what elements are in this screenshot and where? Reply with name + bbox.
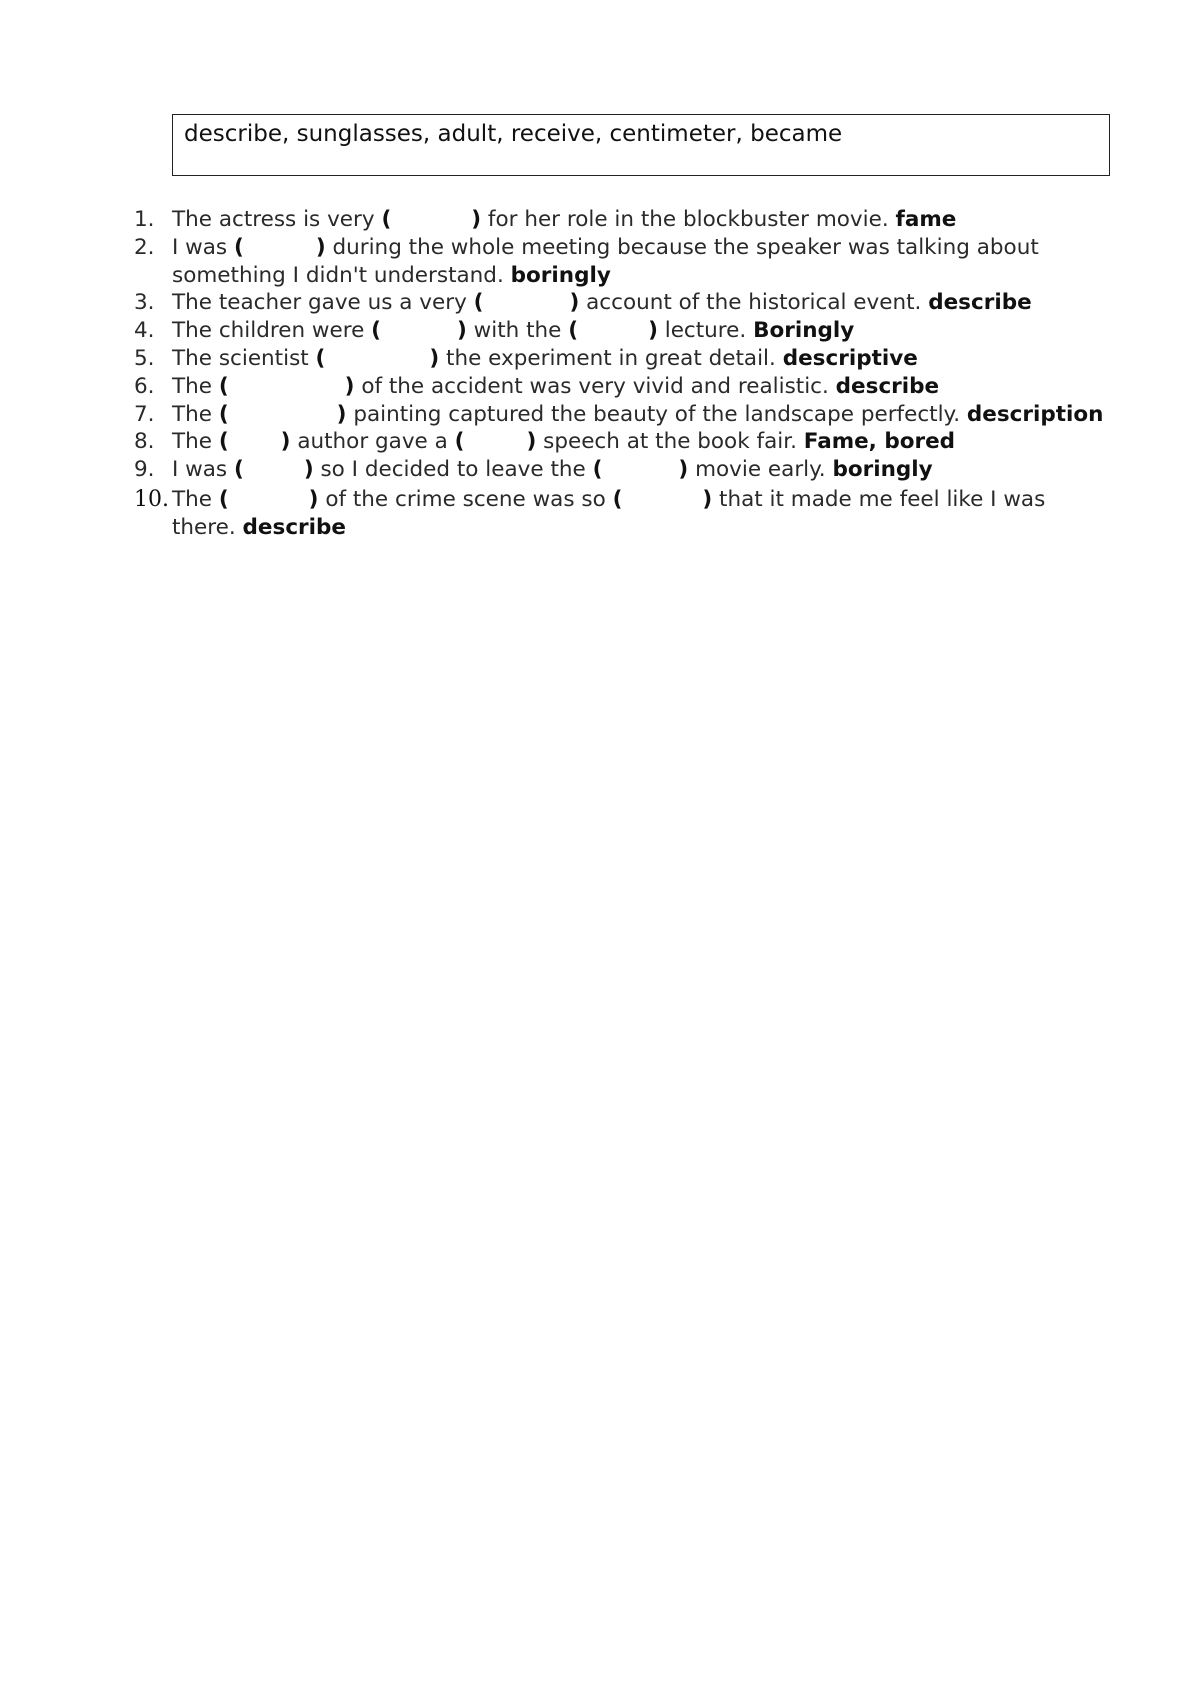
item-text: The bbox=[172, 373, 219, 399]
open-paren: ( bbox=[218, 373, 229, 399]
word-hint: describe bbox=[928, 290, 1032, 316]
item-text: I was bbox=[172, 234, 234, 260]
open-paren: ( bbox=[592, 457, 603, 483]
word-hint: fame bbox=[895, 207, 957, 232]
list-item bbox=[134, 373, 1114, 401]
open-paren: ( bbox=[473, 290, 484, 316]
item-text: of the crime scene was so bbox=[318, 486, 613, 512]
word-hint: descriptive bbox=[782, 345, 918, 371]
item-number: 2. bbox=[134, 234, 155, 260]
item-text: speech at the book fair. bbox=[536, 429, 804, 455]
list-item bbox=[134, 206, 1114, 234]
open-paren: ( bbox=[315, 345, 326, 371]
list-item bbox=[134, 234, 1114, 290]
list-item bbox=[134, 289, 1114, 317]
item-text: author gave a bbox=[290, 429, 455, 455]
open-paren: ( bbox=[612, 486, 623, 512]
close-paren: ) bbox=[308, 486, 319, 512]
close-paren: ) bbox=[280, 429, 291, 455]
word-bank-text: describe, sunglasses, adult, receive, centimeter, became bbox=[184, 121, 843, 147]
item-text: The bbox=[172, 429, 219, 455]
close-paren: ) bbox=[648, 318, 658, 344]
close-paren: ) bbox=[569, 290, 580, 316]
item-text: of the accident was very vivid and realistic. bbox=[354, 373, 836, 399]
open-paren: ( bbox=[233, 234, 244, 260]
exercise-list bbox=[134, 206, 1114, 542]
item-text: during the whole meeting because the speaker was talking about something I didn't understand. bbox=[172, 234, 1039, 288]
close-paren: ) bbox=[344, 373, 355, 399]
open-paren: ( bbox=[454, 429, 465, 455]
word-hint: describe bbox=[835, 373, 940, 399]
item-text: for her role in the blockbuster movie. bbox=[481, 207, 896, 232]
item-number: 5. bbox=[134, 345, 155, 371]
list-item bbox=[134, 317, 1114, 345]
word-hint: boringly bbox=[832, 457, 933, 483]
open-paren: ( bbox=[218, 401, 229, 427]
open-paren: ( bbox=[568, 318, 579, 344]
close-paren: ) bbox=[471, 207, 482, 232]
item-number: 1. bbox=[134, 207, 155, 232]
open-paren: ( bbox=[218, 486, 229, 512]
item-number: 4. bbox=[134, 318, 155, 344]
item-text: I was bbox=[172, 457, 234, 483]
item-text: so I decided to leave the bbox=[313, 457, 593, 483]
item-text: the experiment in great detail. bbox=[439, 345, 783, 371]
item-number: 9. bbox=[134, 457, 155, 483]
item-text: with the bbox=[466, 318, 569, 344]
item-text: The actress is very bbox=[172, 207, 382, 232]
close-paren: ) bbox=[457, 318, 467, 344]
list-item bbox=[134, 486, 1114, 542]
item-text: lecture. bbox=[657, 318, 754, 344]
open-paren: ( bbox=[233, 457, 244, 483]
list-item bbox=[134, 345, 1114, 373]
close-paren: ) bbox=[315, 234, 326, 260]
list-item bbox=[134, 428, 1114, 456]
word-hint: Fame, bored bbox=[803, 429, 956, 455]
item-text: The children were bbox=[172, 318, 372, 344]
item-number: 10. bbox=[134, 486, 169, 512]
close-paren: ) bbox=[303, 457, 314, 483]
item-number: 8. bbox=[134, 429, 155, 455]
word-hint: boringly bbox=[510, 262, 611, 288]
item-text: account of the historical event. bbox=[579, 290, 929, 316]
item-number: 7. bbox=[134, 401, 155, 427]
word-bank-box bbox=[172, 114, 1110, 176]
item-text: The bbox=[172, 401, 219, 427]
item-text: painting captured the beauty of the landscape perfectly. bbox=[346, 401, 967, 427]
list-item bbox=[134, 401, 1114, 429]
open-paren: ( bbox=[371, 318, 381, 344]
open-paren: ( bbox=[381, 207, 392, 232]
close-paren: ) bbox=[429, 345, 440, 371]
close-paren: ) bbox=[526, 429, 537, 455]
item-text: The scientist bbox=[172, 345, 316, 371]
open-paren: ( bbox=[218, 429, 229, 455]
word-hint: description bbox=[966, 401, 1104, 427]
word-hint: Boringly bbox=[753, 318, 855, 344]
close-paren: ) bbox=[702, 486, 713, 512]
close-paren: ) bbox=[678, 457, 689, 483]
list-item bbox=[134, 456, 1114, 484]
item-text: that it made me feel like I was there. bbox=[172, 486, 1046, 540]
item-text: The bbox=[172, 486, 219, 512]
close-paren: ) bbox=[336, 401, 347, 427]
item-number: 6. bbox=[134, 373, 155, 399]
item-text: movie early. bbox=[688, 457, 833, 483]
item-number: 3. bbox=[134, 290, 155, 316]
word-hint: describe bbox=[242, 514, 347, 540]
item-text: The teacher gave us a very bbox=[172, 290, 474, 316]
